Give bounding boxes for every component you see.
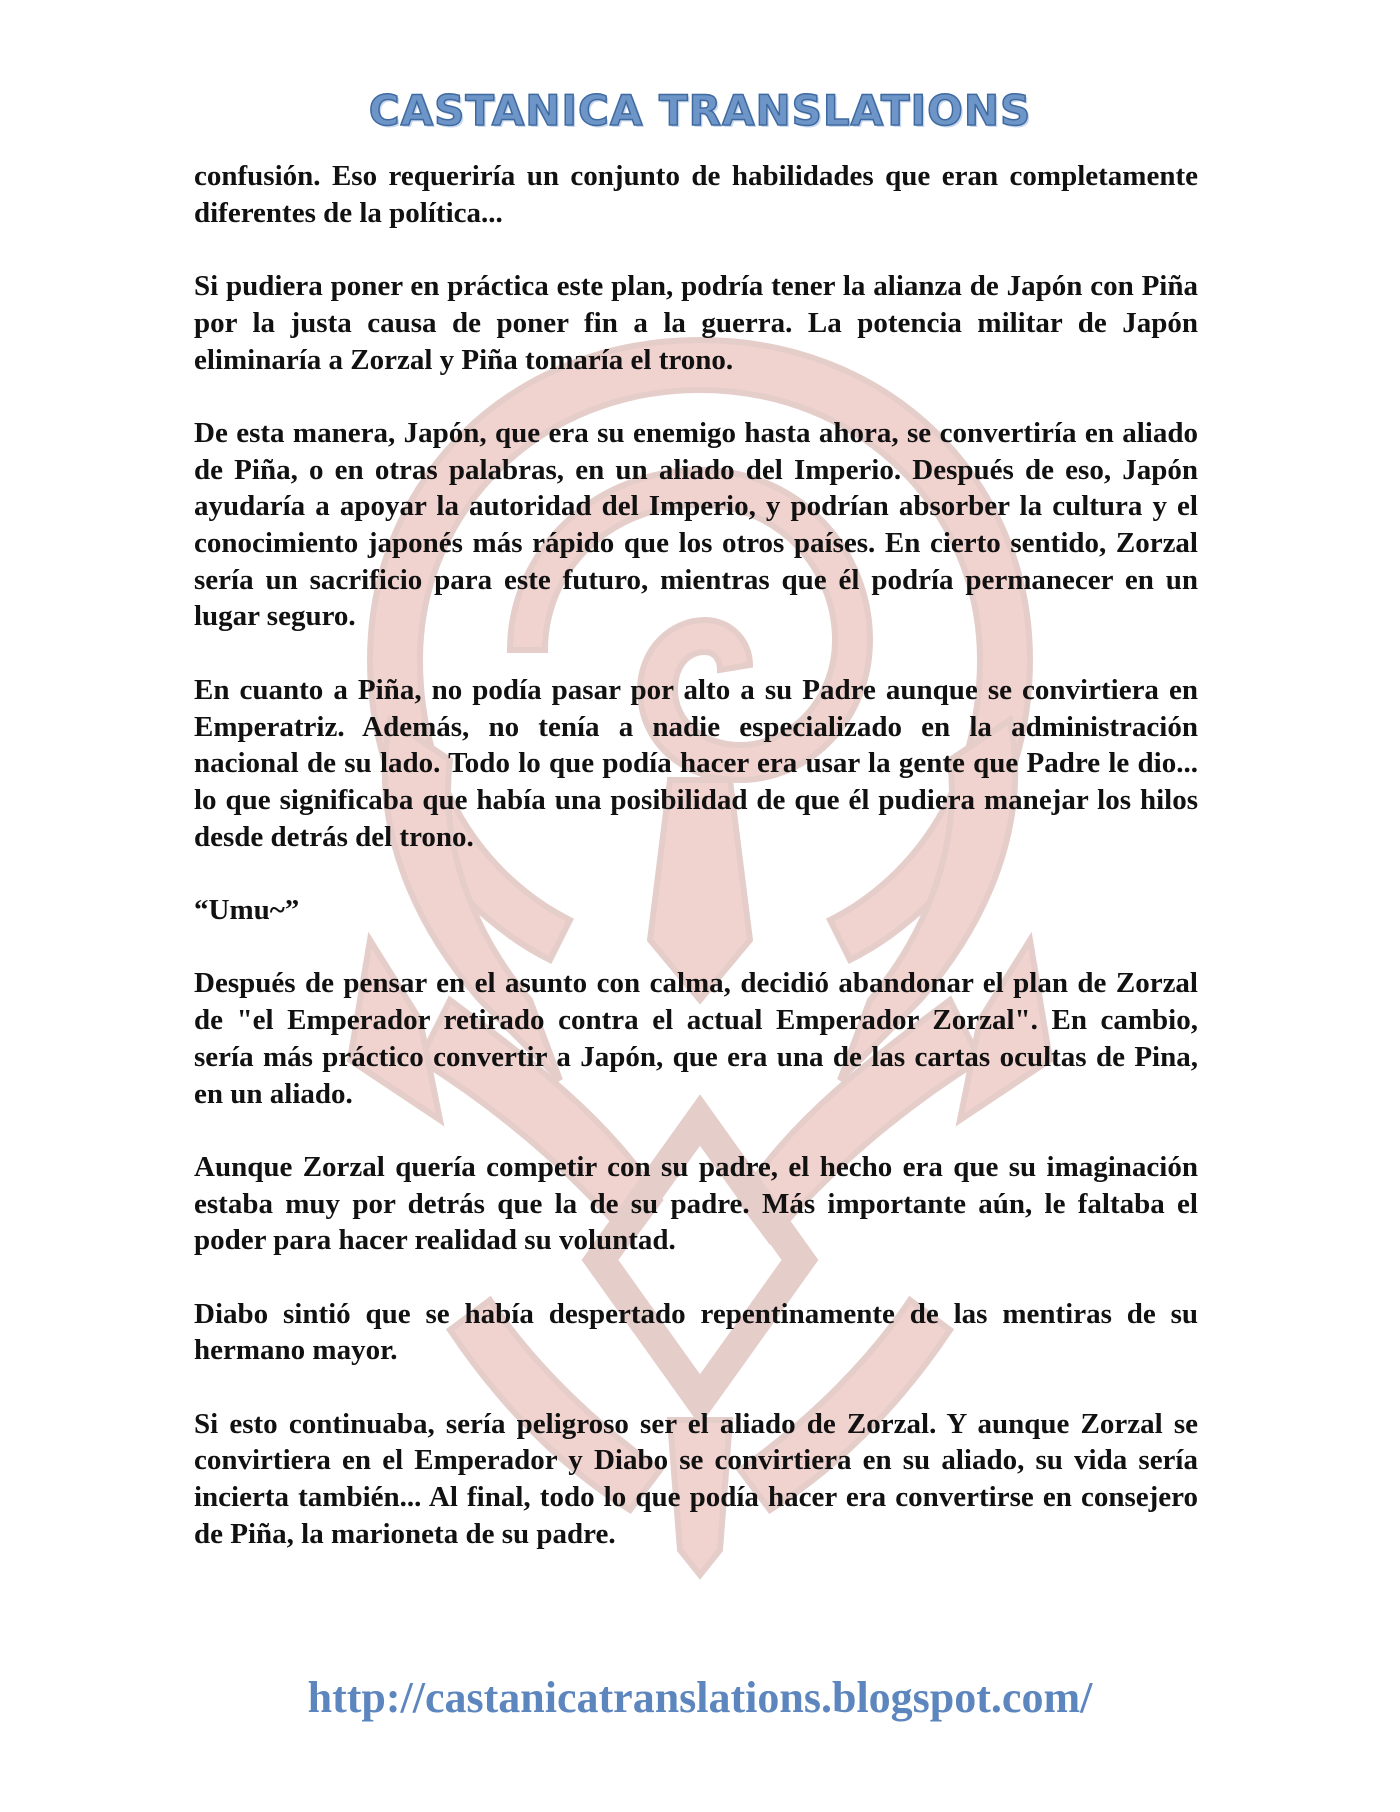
paragraph-3: De esta manera, Japón, que era su enemigo hasta ahora, se convertiría en aliado de Piña, o en otras palabras, en un aliado del Imperio. Después de eso, Japón ayudaría a apoyar la autoridad del Imperio, y podrían absorber la cultura y el conocimiento japonés más rápido que los otros países. En cierto sentido, Zorzal sería un sacrificio para este futuro, mientras que él podría permanecer en un lugar seguro. — [194, 416, 1198, 633]
document-body — [194, 158, 1198, 1589]
paragraph-9: Si esto continuaba, sería peligroso ser el aliado de Zorzal. Y aunque Zorzal se convirtiera en el Emperador y Diabo se convirtiera en su aliado, su vida sería incierta también... Al final, todo lo que podía hacer era convertirse en consejero de Piña, la marioneta de su padre. — [194, 1407, 1198, 1550]
paragraph-8: Diabo sintió que se había despertado repentinamente de las mentiras de su hermano mayor. — [194, 1297, 1198, 1367]
paragraph-4: En cuanto a Piña, no podía pasar por alto a su Padre aunque se convirtiera en Emperatriz. Además, no tenía a nadie especializado en la administración nacional de su lado. Todo lo que podía hacer era usar la gente que Padre le dio... lo que significaba que había una posibilidad de que él pudiera manejar los hilos desde detrás del trono. — [194, 673, 1198, 853]
paragraph-7: Aunque Zorzal quería competir con su padre, el hecho era que su imaginación estaba muy por detrás que la de su padre. Más importante aún, le faltaba el poder para hacer realidad su voluntad. — [194, 1150, 1198, 1257]
paragraph-6: Después de pensar en el asunto con calma, decidió abandonar el plan de Zorzal de "el Emperador retirado contra el actual Emperador Zorzal". En cambio, sería más práctico convertir a Japón, que era una de las cartas ocultas de Pina, en un aliado. — [194, 967, 1198, 1110]
paragraph-5: “Umu~” — [194, 894, 300, 926]
paragraph-1: confusión. Eso requeriría un conjunto de habilidades que eran completamente diferentes de la política... — [194, 160, 1198, 229]
footer-blog-link[interactable]: http://castanicatranslations.blogspot.com/ — [307, 1673, 1093, 1722]
paragraph-2: Si pudiera poner en práctica este plan, podría tener la alianza de Japón con Piña por la justa causa de poner fin a la guerra. La potencia militar de Japón eliminaría a Zorzal y Piña tomaría el trono. — [194, 270, 1198, 376]
page-header-title: CASTANICA TRANSLATIONS — [368, 86, 1032, 135]
